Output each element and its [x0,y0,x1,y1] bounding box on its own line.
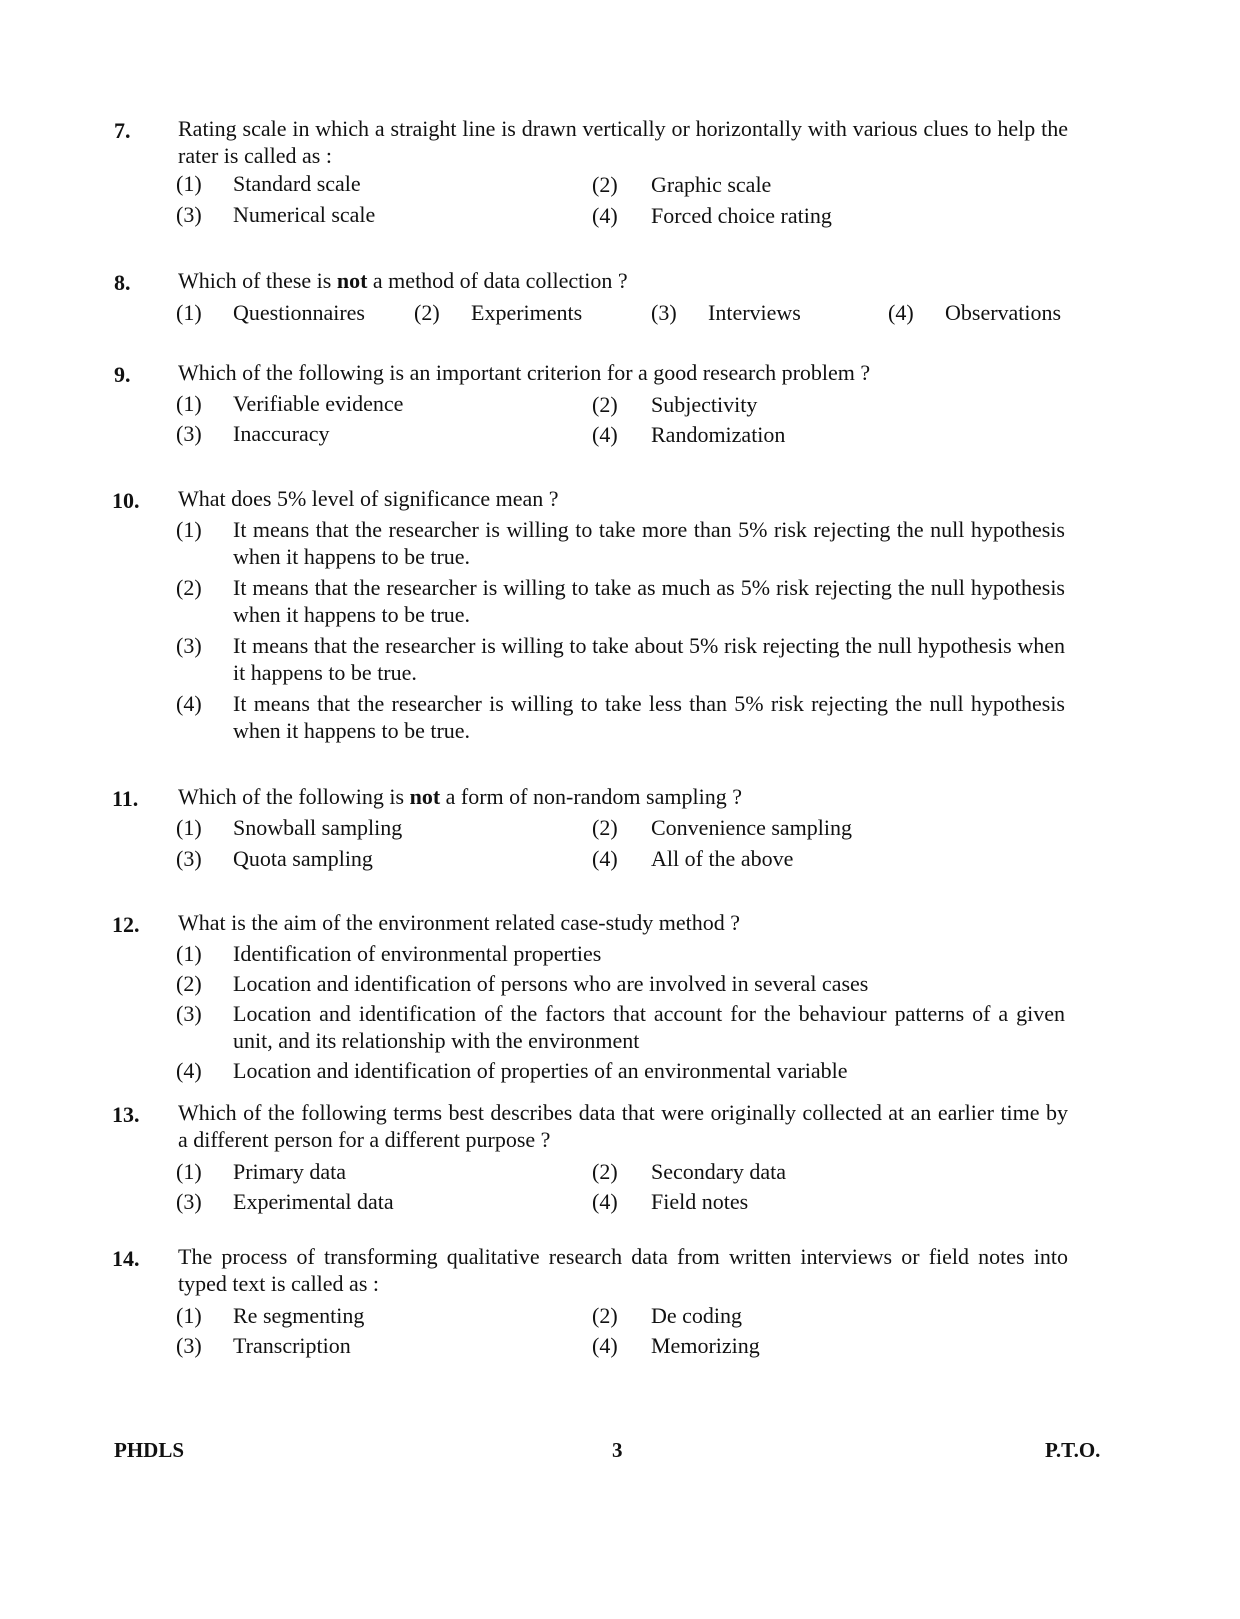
option-number: (1) [176,815,202,840]
option-text: Primary data [233,1159,347,1184]
question-number: 12. [112,912,140,937]
option-text: Snowball sampling [233,815,403,840]
page-number: 3 [612,1438,623,1462]
question-text: Which of the following is not a form of non-random sampling ? [178,784,742,809]
question-number: 10. [112,488,140,513]
option-number: (3) [176,633,202,658]
option-number: (2) [592,1159,618,1184]
option-number: (1) [176,1159,202,1184]
option-number: (2) [592,172,618,197]
option-number: (2) [414,300,440,325]
question-text: What does 5% level of significance mean ? [178,486,559,511]
option-text: Location and identification of properties of an environmental variable [233,1058,848,1083]
option-number: (4) [592,203,618,228]
question-text: What is the aim of the environment related case-study method ? [178,910,741,935]
option-text: Identification of environmental properties [233,941,602,966]
option-text: Re segmenting [233,1303,365,1328]
option-number: (3) [176,846,202,871]
question-text: Which of the following is an important criterion for a good research problem ? [178,360,871,385]
option-text: Inaccuracy [233,421,330,446]
option-text: It means that the researcher is willing to take less than 5% risk rejecting the null hypothesis when it happens to be true. [233,691,1065,743]
option-number: (4) [176,691,202,716]
option-text: Field notes [651,1189,749,1214]
option-number: (1) [176,171,202,196]
question-number: 7. [114,118,131,143]
option-text: Transcription [233,1333,351,1358]
option-number: (2) [592,1303,618,1328]
option-text: De coding [651,1303,743,1328]
option-text: Observations [945,300,1062,325]
option-number: (4) [592,846,618,871]
option-number: (4) [176,1058,202,1083]
option-text: Verifiable evidence [233,391,404,416]
option-text: Questionnaires [233,300,365,325]
option-number: (4) [888,300,914,325]
question-number: 8. [114,270,131,295]
option-text: Interviews [708,300,801,325]
option-number: (3) [176,421,202,446]
option-number: (1) [176,941,202,966]
question-number: 9. [114,362,131,387]
option-text: Memorizing [651,1333,760,1358]
option-number: (2) [176,971,202,996]
option-text: It means that the researcher is willing to take as much as 5% risk rejecting the null hypothesis when it happens to be true. [233,575,1065,627]
option-number: (2) [592,392,618,417]
option-text: Experimental data [233,1189,394,1214]
option-number: (3) [176,1001,202,1026]
question-number: 11. [112,786,139,811]
question-number: 13. [112,1102,140,1127]
option-text: It means that the researcher is willing to take more than 5% risk rejecting the null hypothesis when it happens to be true. [233,517,1065,569]
pto-label: P.T.O. [1045,1438,1101,1462]
question-number: 14. [112,1246,140,1271]
option-text: It means that the researcher is willing to take about 5% risk rejecting the null hypothesis when it happens to be true. [233,633,1065,685]
emphasis-not: not [409,784,441,809]
option-text: Convenience sampling [651,815,853,840]
option-number: (4) [592,1189,618,1214]
option-number: (1) [176,391,202,416]
question-text: Rating scale in which a straight line is drawn vertically or horizontally with various clues to help the rater is called as : [178,116,1068,168]
option-number: (3) [176,202,202,227]
option-number: (4) [592,1333,618,1358]
option-text: Quota sampling [233,846,373,871]
option-text: Location and identification of persons who are involved in several cases [233,971,869,996]
option-text: Standard scale [233,171,361,196]
option-text: All of the above [651,846,794,871]
option-text: Secondary data [651,1159,786,1184]
option-number: (4) [592,422,618,447]
option-number: (2) [592,815,618,840]
option-number: (3) [176,1333,202,1358]
option-text: Location and identification of the factors that account for the behaviour patterns of a given unit, and its relationship with the environment [233,1001,1065,1053]
paper-code: PHDLS [114,1438,185,1462]
emphasis-not: not [336,268,368,293]
option-number: (3) [651,300,677,325]
option-text: Experiments [471,300,583,325]
question-text: Which of these is not a method of data collection ? [178,268,628,293]
option-text: Graphic scale [651,172,772,197]
option-text: Forced choice rating [651,203,832,228]
option-text: Randomization [651,422,786,447]
question-text: The process of transforming qualitative research data from written interviews or field notes into typed text is called as : [178,1244,1068,1296]
option-number: (2) [176,575,202,600]
question-text: Which of the following terms best describes data that were originally collected at an earlier time by a different person for a different purpose ? [178,1100,1068,1152]
option-number: (1) [176,517,202,542]
option-text: Numerical scale [233,202,376,227]
option-number: (3) [176,1189,202,1214]
option-text: Subjectivity [651,392,758,417]
option-number: (1) [176,1303,202,1328]
option-number: (1) [176,300,202,325]
